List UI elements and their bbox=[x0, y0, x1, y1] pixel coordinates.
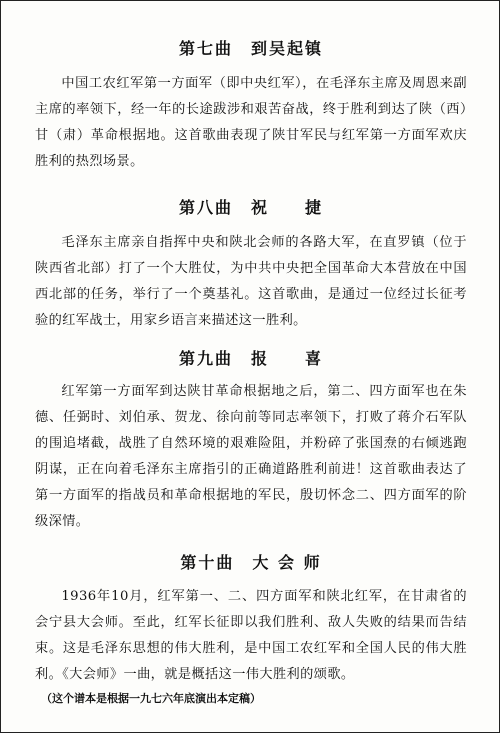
heading-number: 第九曲 bbox=[178, 349, 233, 368]
section-heading bbox=[1, 196, 500, 220]
section-7 bbox=[1, 37, 500, 61]
section-heading bbox=[1, 347, 500, 371]
section-8 bbox=[1, 196, 500, 220]
section-heading bbox=[1, 551, 500, 575]
heading-title: 大 会 师 bbox=[252, 553, 322, 572]
heading-title: 到吴起镇 bbox=[251, 39, 324, 58]
section-9-paragraph: 红军第一方面军到达陕甘革命根据地之后，第二、四方面军也在朱德、任弼时、刘伯承、贺龙、徐向前等同志率领下，打败了蒋介石军队的围追堵截，战胜了自然环境的艰难险阻，并粉碎了张国焘的右倾逃跑阴谋，正在向着毛泽东主席指引的正确道路胜利前进！这首歌曲表达了第一方面军的指战员和革命根据地的军民，殷切怀念二、四方面军的阶级深情。 bbox=[35, 384, 467, 529]
section-9 bbox=[1, 347, 500, 371]
heading-number: 第七曲 bbox=[178, 39, 233, 58]
heading-title: 祝 捷 bbox=[251, 198, 324, 217]
section-heading bbox=[1, 37, 500, 61]
section-8-paragraph: 毛泽东主席亲自指挥中央和陕北会师的各路大军，在直罗镇（位于陕西省北部）打了一个大胜仗，为中共中央把全国革命大本营放在中国西北部的任务，举行了一个奠基礼。这首歌曲，是通过一位经过长征考验的红军战士，用家乡语言来描述这一胜利。 bbox=[35, 235, 467, 328]
heading-title: 报 喜 bbox=[251, 349, 324, 368]
footnote: （这个谱本是根据一九七六年底演出本定稿） bbox=[41, 692, 261, 705]
heading-number: 第十曲 bbox=[180, 553, 235, 572]
heading-number: 第八曲 bbox=[178, 198, 233, 217]
section-10-paragraph: 1936年10月，红军第一、二、四方面军和陕北红军，在甘肃省的会宁县大会师。至此，红军长征即以我们胜利、敌人失败的结果而告结束。这是毛泽东思想的伟大胜利，是中国工农红军和全国人民的伟大胜利。《大会师》一曲，就是概括这一伟大胜利的颂歌。 bbox=[35, 589, 467, 682]
section-10 bbox=[1, 551, 500, 575]
section-7-paragraph: 中国工农红军第一方面军（即中央红军），在毛泽东主席及周恩来副主席的率领下，经一年的长途跋涉和艰苦奋战，终于胜利到达了陕（西）甘（肃）革命根据地。这首歌曲表现了陕甘军民与红军第一方面军欢庆胜利的热烈场景。 bbox=[35, 76, 467, 169]
